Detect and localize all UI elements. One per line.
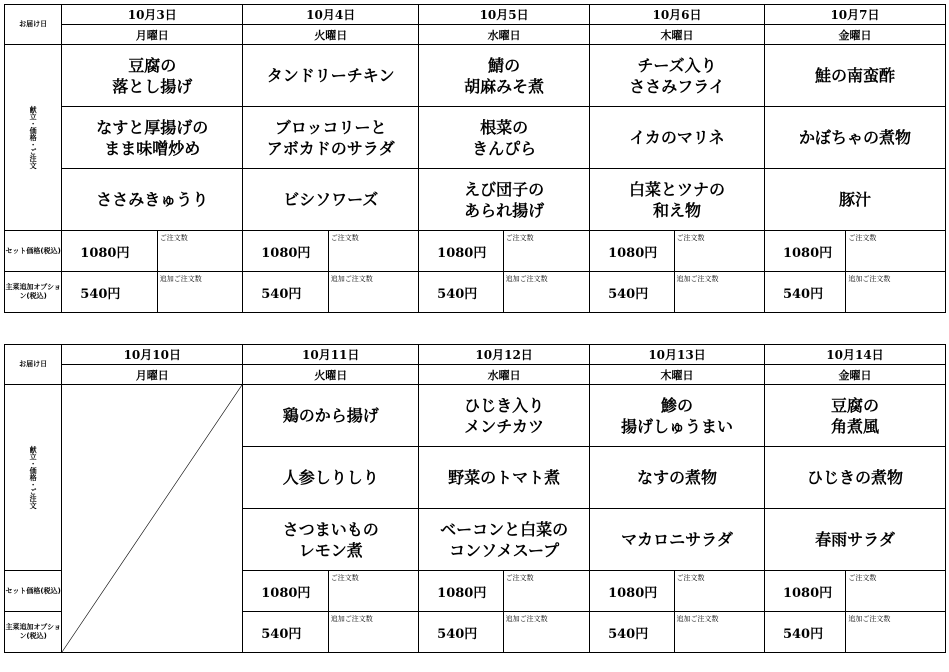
menu-label-text: 献立・価格・ご注文 — [29, 106, 38, 169]
order-count-field[interactable] — [846, 231, 946, 272]
dish-item: 鯖の 胡麻みそ煮 — [419, 45, 590, 107]
set-price: 1080円 — [419, 231, 503, 272]
option-price: 540円 — [419, 612, 503, 653]
order-count-field[interactable] — [328, 571, 418, 612]
option-price: 540円 — [243, 612, 328, 653]
menu-label — [5, 385, 62, 571]
weekday: 月曜日 — [62, 365, 243, 385]
order-count-label: ご注文数 — [505, 574, 534, 582]
dish-item: 鯵の 揚げしゅうまい — [590, 385, 765, 447]
order-count-label: ご注文数 — [330, 574, 359, 582]
weekday: 木曜日 — [590, 25, 765, 45]
weekday: 月曜日 — [62, 25, 243, 45]
dish-item: 鶏のから揚げ — [243, 385, 419, 447]
set-price: 1080円 — [243, 231, 328, 272]
order-count-field[interactable] — [503, 571, 589, 612]
set-price: 1080円 — [243, 571, 328, 612]
order-count-field[interactable] — [157, 231, 242, 272]
option-price: 540円 — [62, 272, 158, 313]
set-price-label: セット価格(税込) — [5, 571, 62, 612]
set-price: 1080円 — [590, 571, 674, 612]
dish-item: ベーコンと白菜の コンソメスープ — [419, 509, 590, 571]
dish-item: ブロッコリーと アボカドのサラダ — [243, 107, 419, 169]
delivery-date: 10月7日 — [764, 5, 945, 25]
order-count-label: ご注文数 — [848, 574, 877, 582]
set-price: 1080円 — [590, 231, 674, 272]
set-price: 1080円 — [764, 231, 845, 272]
set-price: 1080円 — [419, 571, 503, 612]
add-order-count-field[interactable] — [328, 612, 418, 653]
dish-item: チーズ入り ささみフライ — [590, 45, 765, 107]
add-order-count-field[interactable] — [674, 612, 764, 653]
dish-item: ささみきゅうり — [62, 169, 243, 231]
add-order-count-label: 追加ご注文数 — [330, 615, 373, 623]
order-count-field[interactable] — [674, 571, 764, 612]
add-order-count-field[interactable] — [846, 272, 946, 313]
order-count-field[interactable] — [328, 231, 418, 272]
set-price-label: セット価格(税込) — [5, 231, 62, 272]
weekday: 火曜日 — [243, 25, 419, 45]
diagonal-slash — [62, 385, 242, 652]
order-count-label: ご注文数 — [676, 234, 705, 242]
add-order-count-label: 追加ご注文数 — [159, 275, 202, 283]
delivery-date: 10月4日 — [243, 5, 419, 25]
weekday: 金曜日 — [764, 365, 945, 385]
add-order-count-label: 追加ご注文数 — [505, 615, 548, 623]
order-count-label: ご注文数 — [505, 234, 534, 242]
delivery-date: 10月14日 — [764, 345, 945, 365]
dish-item: 鮭の南蛮酢 — [764, 45, 945, 107]
add-order-count-label: 追加ご注文数 — [505, 275, 548, 283]
dish-item: 豆腐の 落とし揚げ — [62, 45, 243, 107]
delivery-date: 10月10日 — [62, 345, 243, 365]
order-count-field[interactable] — [846, 571, 946, 612]
dish-item: えび団子の あられ揚げ — [419, 169, 590, 231]
add-order-count-label: 追加ご注文数 — [848, 615, 891, 623]
dish-item: 豆腐の 角煮風 — [764, 385, 945, 447]
delivery-date: 10月12日 — [419, 345, 590, 365]
delivery-day-label: お届け日 — [5, 345, 62, 385]
dish-item: ひじきの煮物 — [764, 447, 945, 509]
option-price: 540円 — [764, 272, 845, 313]
dish-item: 野菜のトマト煮 — [419, 447, 590, 509]
option-price: 540円 — [419, 272, 503, 313]
option-price: 540円 — [590, 272, 674, 313]
dish-item: かぼちゃの煮物 — [764, 107, 945, 169]
dish-item: タンドリーチキン — [243, 45, 419, 107]
dish-item: なすの煮物 — [590, 447, 765, 509]
weekday: 金曜日 — [764, 25, 945, 45]
option-price: 540円 — [764, 612, 845, 653]
menu-label-text: 献立・価格・ご注文 — [29, 446, 38, 509]
add-order-count-field[interactable] — [503, 272, 589, 313]
week-table-2 — [4, 344, 946, 653]
delivery-day-label: お届け日 — [5, 5, 62, 45]
add-order-count-label: 追加ご注文数 — [676, 615, 719, 623]
dish-item: さつまいもの レモン煮 — [243, 509, 419, 571]
order-count-field[interactable] — [503, 231, 589, 272]
delivery-date: 10月13日 — [590, 345, 765, 365]
dish-item: 春雨サラダ — [764, 509, 945, 571]
no-service-cell — [62, 385, 243, 653]
add-order-count-label: 追加ご注文数 — [330, 275, 373, 283]
option-price: 540円 — [243, 272, 328, 313]
delivery-date: 10月5日 — [419, 5, 590, 25]
add-order-count-field[interactable] — [503, 612, 589, 653]
add-order-count-field[interactable] — [674, 272, 764, 313]
menu-label — [5, 45, 62, 231]
add-order-count-field[interactable] — [157, 272, 242, 313]
weekday: 水曜日 — [419, 365, 590, 385]
add-order-count-label: 追加ご注文数 — [676, 275, 719, 283]
option-price: 540円 — [590, 612, 674, 653]
set-price: 1080円 — [62, 231, 158, 272]
dish-item: 根菜の きんぴら — [419, 107, 590, 169]
order-count-label: ご注文数 — [676, 574, 705, 582]
delivery-date: 10月3日 — [62, 5, 243, 25]
add-order-count-field[interactable] — [846, 612, 946, 653]
dish-item: 白菜とツナの 和え物 — [590, 169, 765, 231]
order-count-label: ご注文数 — [159, 234, 188, 242]
delivery-date: 10月11日 — [243, 345, 419, 365]
dish-item: 人参しりしり — [243, 447, 419, 509]
delivery-date: 10月6日 — [590, 5, 765, 25]
add-order-count-label: 追加ご注文数 — [848, 275, 891, 283]
order-count-label: ご注文数 — [330, 234, 359, 242]
dish-item: 豚汁 — [764, 169, 945, 231]
weekday: 火曜日 — [243, 365, 419, 385]
add-order-count-field[interactable] — [328, 272, 418, 313]
order-count-field[interactable] — [674, 231, 764, 272]
dish-item: ビシソワーズ — [243, 169, 419, 231]
set-price: 1080円 — [764, 571, 845, 612]
dish-item: イカのマリネ — [590, 107, 765, 169]
dish-item: マカロニサラダ — [590, 509, 765, 571]
option-label: 主菜追加オプション(税込) — [5, 272, 62, 313]
order-count-label: ご注文数 — [848, 234, 877, 242]
weekday: 木曜日 — [590, 365, 765, 385]
dish-item: なすと厚揚げの まま味噌炒め — [62, 107, 243, 169]
weekday: 水曜日 — [419, 25, 590, 45]
week-table-1 — [4, 4, 946, 313]
dish-item: ひじき入り メンチカツ — [419, 385, 590, 447]
option-label: 主菜追加オプション(税込) — [5, 612, 62, 653]
